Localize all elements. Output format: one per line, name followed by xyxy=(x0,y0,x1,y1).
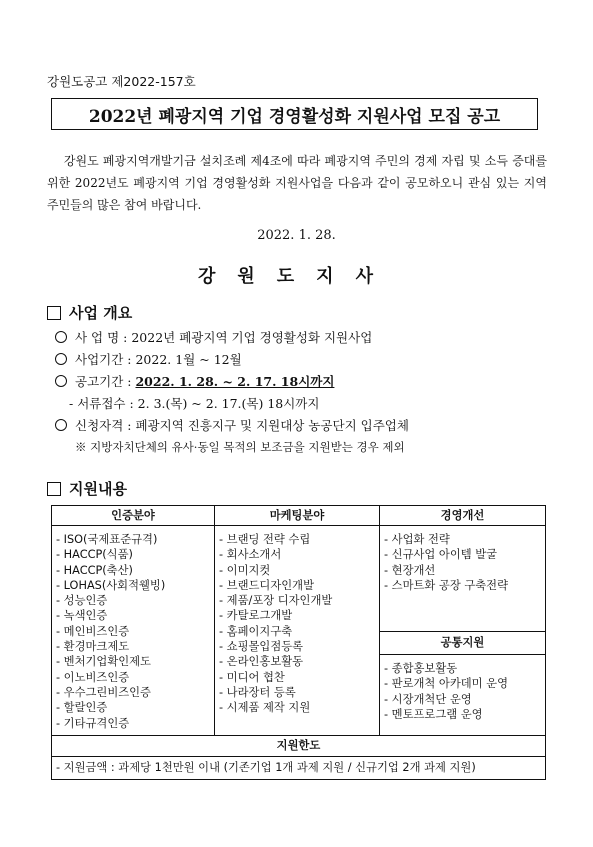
list-item: - 메인비즈인증 xyxy=(56,624,130,638)
item-label: 사 업 명 xyxy=(75,330,120,345)
list-item: - 카탈로그개발 xyxy=(219,609,293,623)
limit-header: 지원한도 xyxy=(52,736,545,757)
item-label: 사업기간 xyxy=(75,352,124,367)
list-item: - 시장개척단 운영 xyxy=(384,692,472,706)
circle-bullet-icon xyxy=(55,375,67,387)
list-item: 사 업 명 : 2022년 폐광지역 기업 경영활성화 지원사업 xyxy=(55,326,409,348)
circle-bullet-icon xyxy=(55,419,67,431)
list-item: - 온라인홍보활동 xyxy=(219,655,304,669)
management-column xyxy=(380,506,546,736)
list-item: 사업기간 : 2022. 1월 ~ 12월 xyxy=(55,348,409,370)
notice-date: 2022. 1. 28. xyxy=(257,228,336,243)
limit-text: - 지원금액 : 과제당 1천만원 이내 (기존기업 1개 과제 지원 / 신규기업 2개 과제 지원) xyxy=(56,760,476,774)
page-title: 2022년 폐광지역 기업 경영활성화 지원사업 모집 공고 xyxy=(88,106,501,127)
item-value: 2022. 1월 ~ 12월 xyxy=(135,352,242,367)
common-support-header: 공통지원 xyxy=(380,631,545,655)
column-header: 인증분야 xyxy=(52,506,214,526)
circle-bullet-icon xyxy=(55,331,67,343)
list-item: - 신규사업 아이템 발굴 xyxy=(384,548,498,562)
list-item: - 할랄인증 xyxy=(56,701,108,715)
item-value: 2. 3.(목) ~ 2. 17.(목) 18시까지 xyxy=(137,396,320,411)
limit-row xyxy=(52,735,546,779)
list-item: - ISO(국제표준규격) xyxy=(56,533,158,546)
list-item: - HACCP(식품) xyxy=(56,548,133,562)
list-item: - 현장개선 xyxy=(384,563,436,577)
list-item: - 사업화 전략 xyxy=(384,533,450,546)
list-item: - 제품/포장 디자인개발 xyxy=(219,594,333,608)
item-value: 2022년 폐광지역 기업 경영활성화 지원사업 xyxy=(131,330,373,345)
overview-list xyxy=(55,326,409,458)
circle-bullet-icon xyxy=(55,353,67,365)
list-item: 신청자격 : 폐광지역 진흥지구 및 지원대상 농공단지 입주업체 xyxy=(55,414,409,436)
intro-text: 강원도 폐광지역개발기금 설치조례 제4조에 따라 폐광지역 주민의 경제 자립 및 소득 증대를 위한 2022년도 폐광지역 기업 경영활성화 지원사업을 다음과 같이 공모하오니 관심 있는 지역주민들의 많은 참여 바랍니다. xyxy=(47,154,547,212)
item-label: 신청자격 xyxy=(75,418,124,433)
list-item: - 회사소개서 xyxy=(219,548,282,562)
list-item: 공고기간 : 2022. 1. 28. ~ 2. 17. 18시까지 xyxy=(55,370,409,392)
intro-paragraph xyxy=(47,150,547,216)
common-support-list xyxy=(380,655,545,726)
item-value: 폐광지역 진흥지구 및 지원대상 농공단지 입주업체 xyxy=(135,418,409,433)
list-item: - 이미지컷 xyxy=(219,563,271,577)
list-item: - 홈페이지구축 xyxy=(219,624,293,638)
notice-title-box xyxy=(51,98,538,130)
list-item: - 성능인증 xyxy=(56,594,108,608)
marketing-column xyxy=(215,506,380,736)
list-item: - 기타규격인증 xyxy=(56,716,130,730)
checkbox-square-icon xyxy=(47,482,61,496)
management-list xyxy=(380,526,545,631)
list-item: - 브랜딩 전략 수립 xyxy=(219,533,311,546)
eligibility-note: ※ 지방자치단체의 유사·동일 목적의 보조금을 지원받는 경우 제외 xyxy=(75,440,405,454)
notice-number: 강원도공고 제2022-157호 xyxy=(47,74,196,89)
marketing-list xyxy=(215,526,379,720)
list-item: - 벤처기업확인제도 xyxy=(56,655,151,669)
list-item: - 멘토프로그램 운영 xyxy=(384,707,483,721)
list-item: - 시제품 제작 지원 xyxy=(219,701,311,715)
list-item: - 서류접수 : 2. 3.(목) ~ 2. 17.(목) 18시까지 xyxy=(69,395,320,411)
list-item: - 우수그린비즈인증 xyxy=(56,685,151,699)
column-header: 경영개선 xyxy=(380,506,545,526)
checkbox-square-icon xyxy=(47,306,61,320)
column-header: 마케팅분야 xyxy=(215,506,379,526)
section-support-heading xyxy=(47,478,127,499)
list-item: - 이노비즈인증 xyxy=(56,670,130,684)
list-item: - 판로개척 아카데미 운영 xyxy=(384,677,508,691)
list-item: - 종합홍보활동 xyxy=(384,662,458,675)
list-item: - 쇼핑몰입점등록 xyxy=(219,640,304,654)
item-label: 공고기간 xyxy=(75,374,124,389)
list-item: - 미디어 협찬 xyxy=(219,670,285,684)
list-item: - 브랜드디자인개발 xyxy=(219,578,314,592)
item-label: - 서류접수 xyxy=(69,396,126,411)
section-overview-title: 사업 개요 xyxy=(69,304,133,322)
list-item: - 스마트화 공장 구축전략 xyxy=(384,578,508,592)
item-value: 2022. 1. 28. ~ 2. 17. 18시까지 xyxy=(135,374,335,389)
certification-column xyxy=(52,506,215,736)
list-item: - HACCP(축산) xyxy=(56,563,133,577)
support-table xyxy=(51,505,546,780)
list-item: - 녹색인증 xyxy=(56,609,108,623)
list-item: - LOHAS(사회적웰빙) xyxy=(56,578,166,592)
section-support-title: 지원내용 xyxy=(69,480,127,498)
section-overview-heading xyxy=(47,302,132,323)
list-item: - 나라장터 등록 xyxy=(219,685,296,699)
certification-list xyxy=(52,526,214,735)
list-item: - 환경마크제도 xyxy=(56,640,130,654)
governor-signature: 강원도지사 xyxy=(198,266,395,287)
